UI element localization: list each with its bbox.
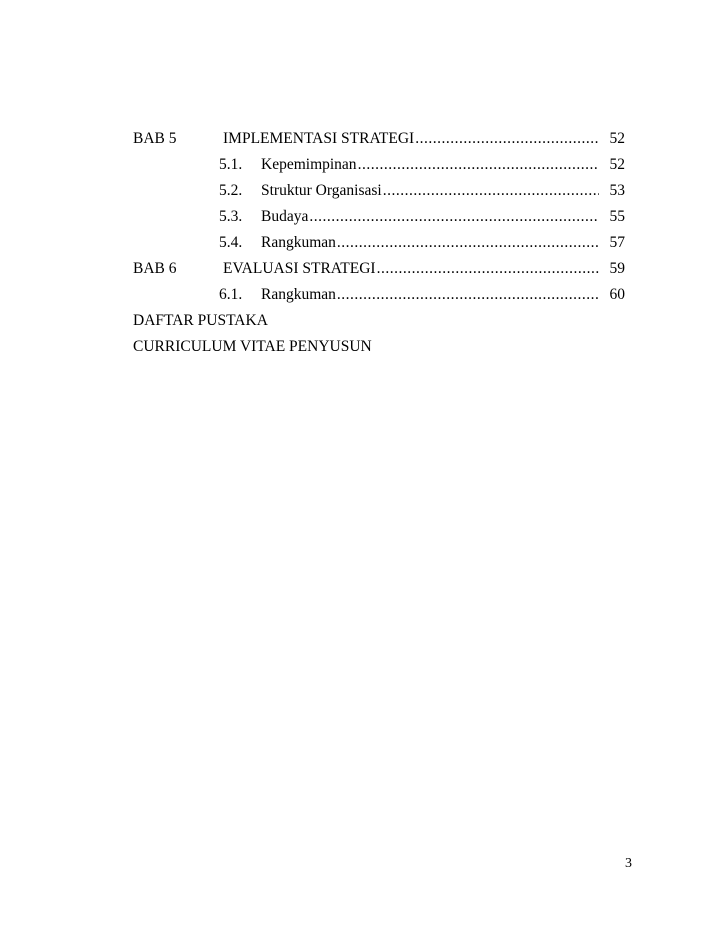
- toc-title-leader: [261, 230, 599, 256]
- toc-section-number: 6.1.: [219, 286, 243, 303]
- toc-entry-curriculum-vitae: CURRICULUM VITAE PENYUSUN: [133, 338, 372, 355]
- toc-title-leader: [261, 178, 599, 204]
- toc-page-number: 57: [609, 234, 625, 251]
- toc-title-leader: [261, 152, 599, 178]
- toc-title: Rangkuman: [261, 286, 336, 303]
- toc-page-number: 55: [609, 208, 625, 225]
- toc-page-number: 52: [609, 156, 625, 173]
- page-number: 3: [625, 856, 632, 871]
- toc-entry-bibliography: DAFTAR PUSTAKA: [133, 312, 268, 329]
- toc-title: Budaya: [261, 208, 309, 225]
- toc-chapter-row: [133, 256, 625, 282]
- toc-section-number: 5.2.: [219, 182, 243, 199]
- toc-title-leader: [261, 282, 599, 308]
- toc-title: Struktur Organisasi: [261, 182, 382, 199]
- toc-page-number: 59: [609, 260, 625, 277]
- toc-section-number: 5.1.: [219, 156, 243, 173]
- toc-chapter-label: BAB 5: [133, 130, 177, 147]
- toc-chapter-row: [133, 126, 625, 152]
- toc-chapter-label: BAB 6: [133, 260, 177, 277]
- toc-title-leader: [223, 256, 599, 282]
- toc-section-number: 5.3.: [219, 208, 243, 225]
- toc-section-number: 5.4.: [219, 234, 243, 251]
- table-of-contents: [133, 126, 625, 360]
- toc-section-row: [133, 230, 625, 256]
- toc-page-number: 53: [609, 182, 625, 199]
- toc-page-number: 60: [609, 286, 625, 303]
- toc-section-row: [133, 178, 625, 204]
- toc-title: IMPLEMENTASI STRATEGI: [223, 130, 415, 147]
- toc-title: EVALUASI STRATEGI: [223, 260, 376, 277]
- toc-title-leader: [261, 204, 599, 230]
- toc-section-row: [133, 204, 625, 230]
- toc-title-leader: [223, 126, 599, 152]
- toc-title: Kepemimpinan: [261, 156, 357, 173]
- toc-title: Rangkuman: [261, 234, 336, 251]
- toc-section-row: [133, 152, 625, 178]
- toc-page-number: 52: [609, 130, 625, 147]
- toc-section-row: [133, 282, 625, 308]
